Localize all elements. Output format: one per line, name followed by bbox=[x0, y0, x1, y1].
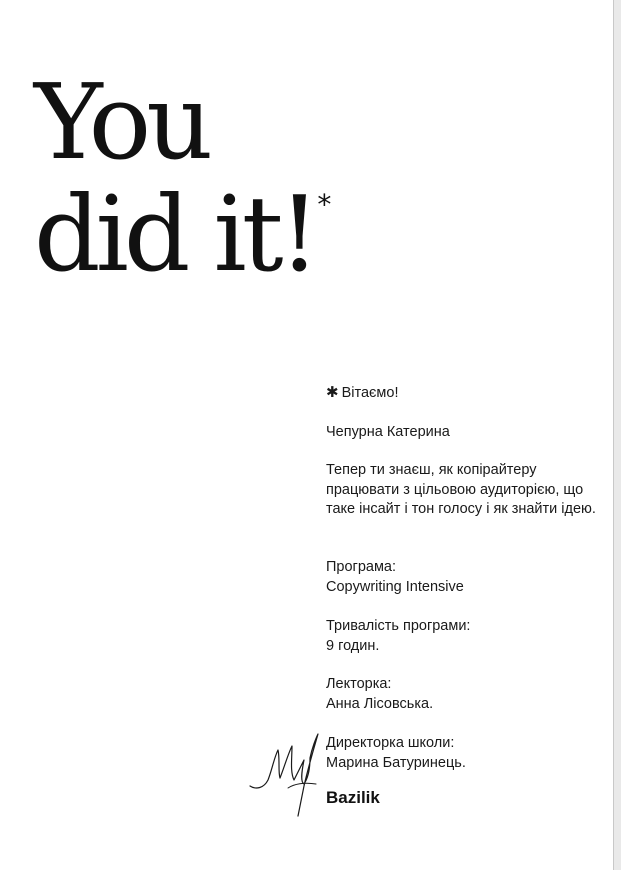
lecturer-label: Лекторка: bbox=[326, 676, 392, 692]
lecturer-value: Анна Лісовська. bbox=[326, 695, 434, 712]
duration-block bbox=[326, 617, 596, 656]
greeting-text: Вітаємо! bbox=[341, 385, 399, 401]
course-description: Тепер ти знаєш, як копірайтеру працювати з цільовою аудиторією, що таке інсайт і тон голосу і як знайти ідею. bbox=[326, 462, 596, 517]
director-block bbox=[326, 734, 596, 773]
director-label: Директорка школи: bbox=[326, 735, 455, 751]
headline-line-1: You bbox=[34, 61, 209, 183]
lecturer-block bbox=[326, 675, 596, 714]
program-value: Copywriting Intensive bbox=[326, 578, 464, 595]
director-value: Марина Батуринець. bbox=[326, 754, 466, 771]
headline-line-2 bbox=[34, 173, 332, 295]
duration-label: Тривалість програми: bbox=[326, 618, 471, 634]
headline bbox=[34, 61, 332, 295]
director-signature bbox=[244, 728, 328, 820]
greeting bbox=[326, 383, 596, 404]
asterisk-icon: ✱ bbox=[326, 383, 339, 401]
program-label: Програма: bbox=[326, 559, 397, 575]
duration-value: 9 годин. bbox=[326, 637, 380, 654]
brand-logo: Bazilik bbox=[326, 788, 380, 807]
headline-line-2-text: did it! bbox=[34, 173, 316, 295]
program-block bbox=[326, 558, 596, 597]
headline-asterisk: * bbox=[317, 188, 332, 221]
recipient-name: Чепурна Катерина bbox=[326, 424, 450, 440]
